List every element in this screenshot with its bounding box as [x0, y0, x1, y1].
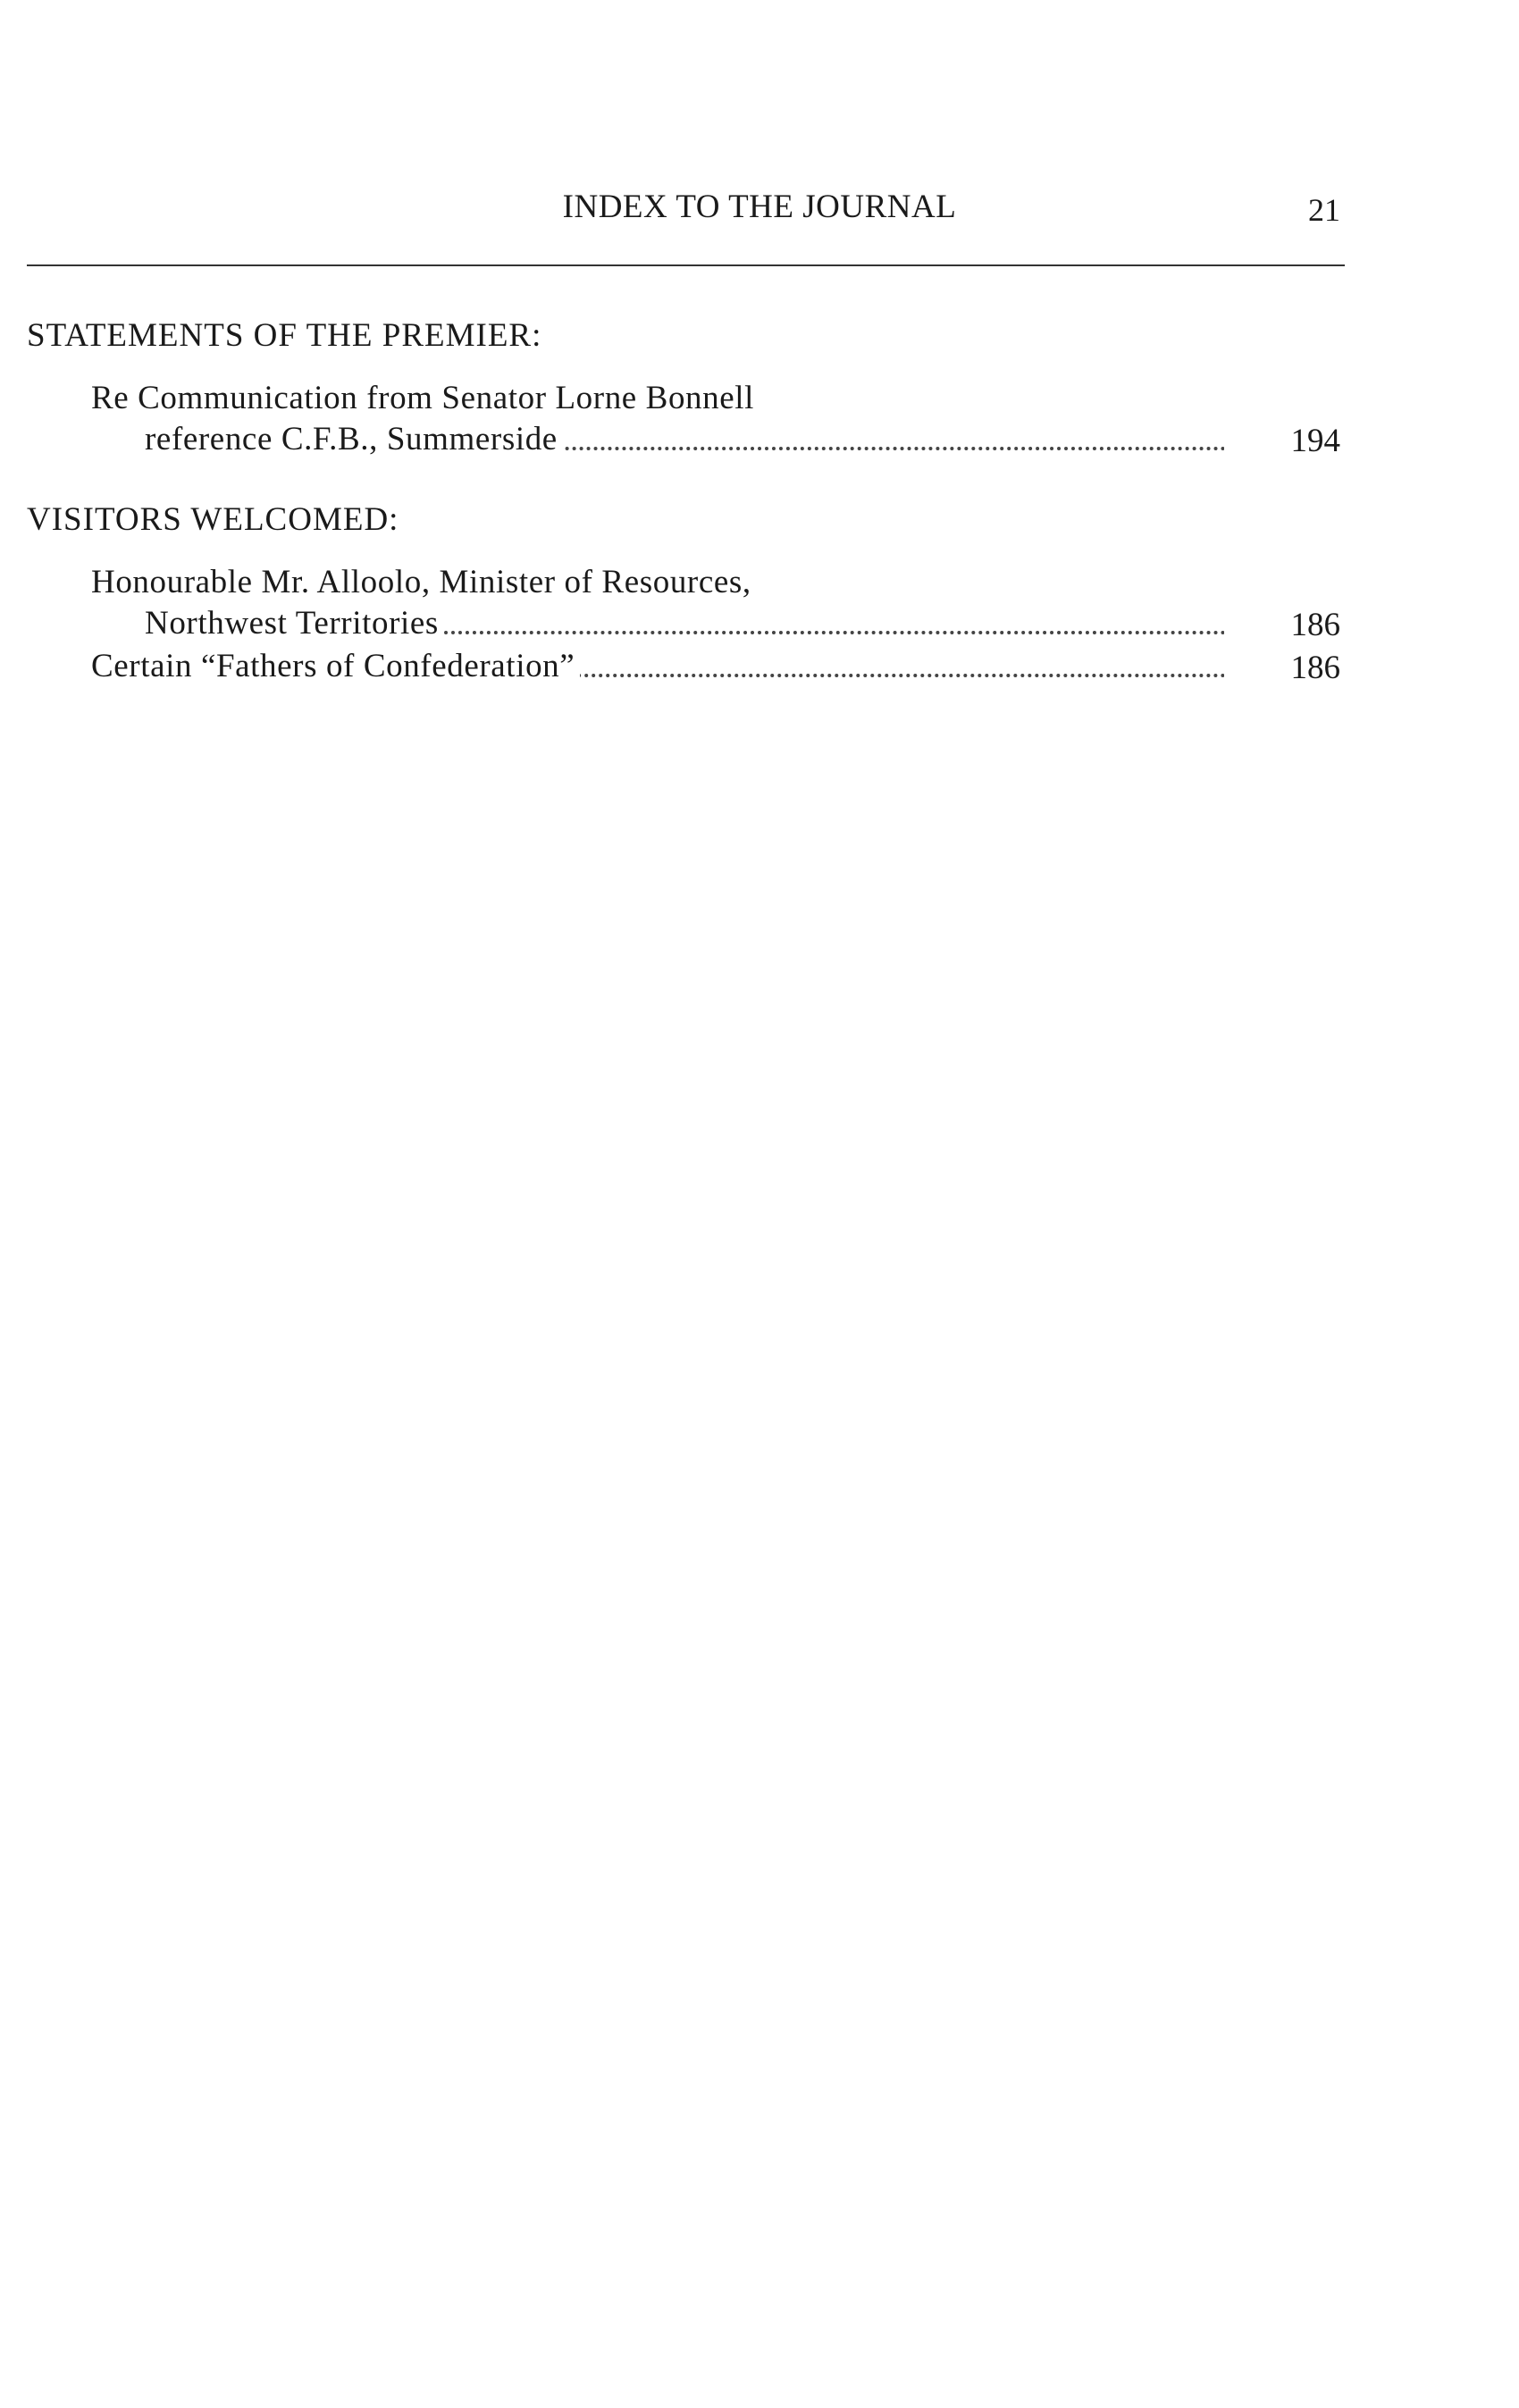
header-rule	[27, 264, 1345, 266]
entry-text: Northwest Territories	[145, 604, 444, 642]
entry-text: Re Communication from Senator Lorne Bonnell	[91, 379, 758, 417]
entry-line-with-leader	[145, 604, 1233, 645]
entry-text: reference C.F.B., Summerside	[145, 420, 563, 458]
entry-line-with-leader	[91, 647, 1233, 688]
entry-line-with-leader	[145, 420, 1233, 461]
running-head-title: INDEX TO THE JOURNAL	[562, 189, 957, 225]
page-reference: 186	[1290, 607, 1340, 643]
entry-line	[0, 379, 1519, 420]
entry-text: Certain “Fathers of Confederation”	[91, 647, 580, 685]
section-heading-statements: STATEMENTS OF THE PREMIER:	[27, 317, 542, 354]
section-heading-visitors: VISITORS WELCOMED:	[27, 501, 399, 538]
page-number: 21	[1308, 192, 1340, 228]
running-head	[0, 188, 1519, 238]
entry-text: Honourable Mr. Alloolo, Minister of Resources,	[91, 563, 755, 601]
page-reference: 194	[1290, 423, 1340, 459]
page-reference: 186	[1290, 650, 1340, 686]
entry-line	[0, 563, 1519, 604]
